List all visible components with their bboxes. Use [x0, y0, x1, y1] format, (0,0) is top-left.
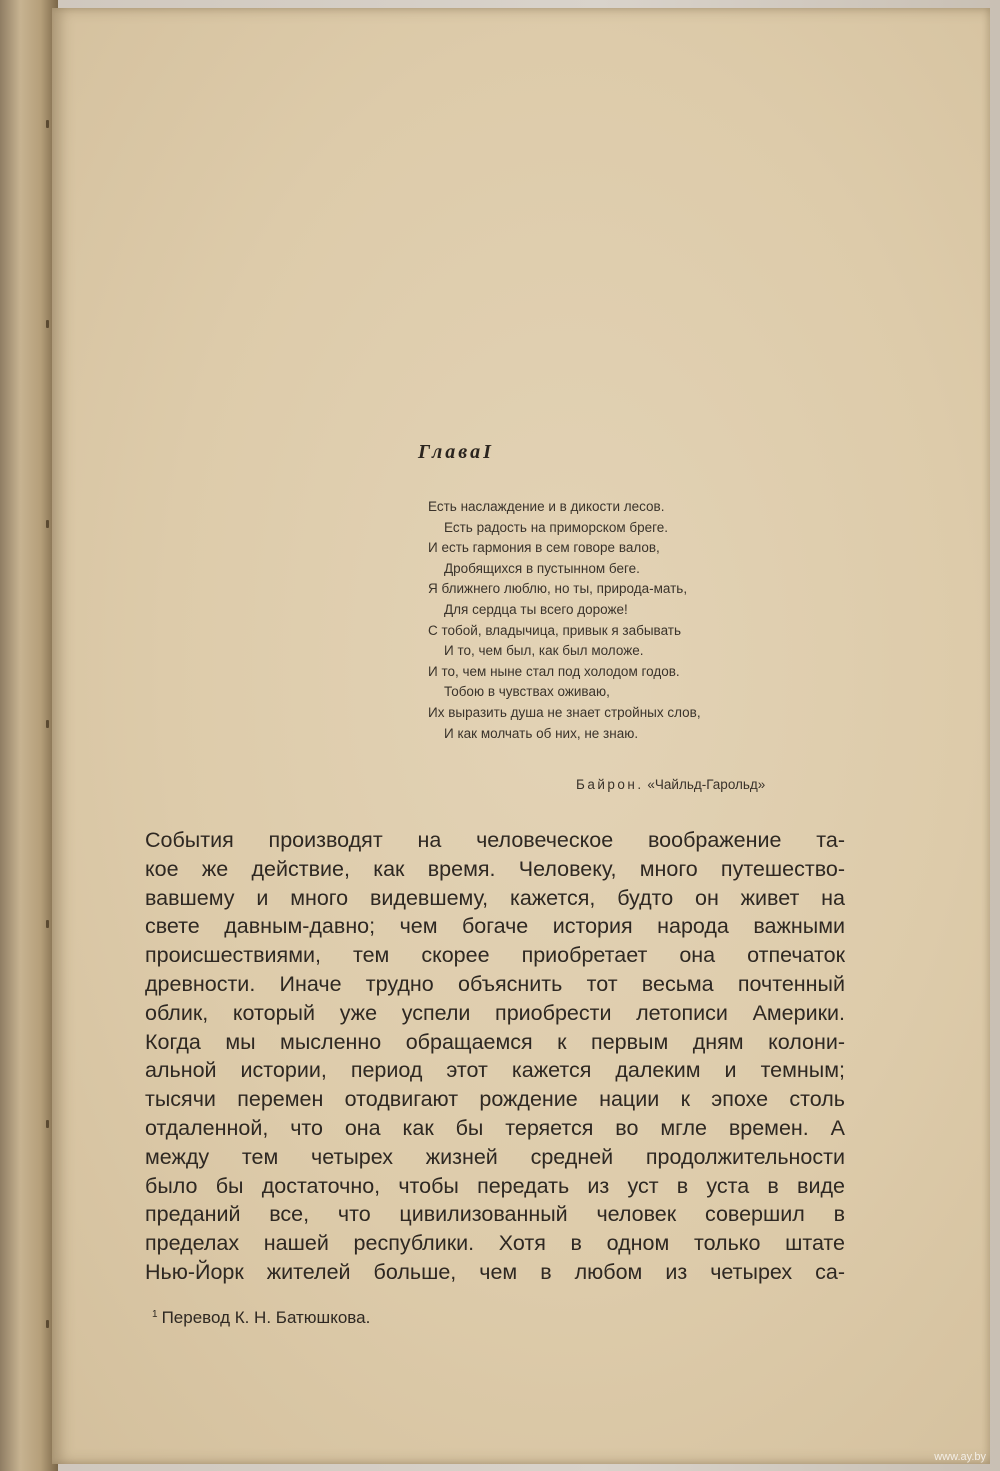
epigraph-line: И есть гармония в сем говоре валов,	[428, 540, 660, 556]
body-line: облик, который уже успели приобрести летописи Америки.	[145, 1000, 845, 1025]
binding-stitch	[46, 520, 49, 528]
book-spine	[0, 0, 58, 1471]
body-line: тысячи перемен отодвигают рождение нации к эпохе столь	[145, 1087, 845, 1112]
binding-stitch	[46, 920, 49, 928]
epigraph-verse	[428, 497, 868, 744]
epigraph-line: Для сердца ты всего дороже!	[444, 601, 628, 617]
watermark: www.ay.by	[934, 1451, 986, 1463]
epigraph-work: «Чайльд-Гарольд»	[647, 777, 766, 792]
body-text	[145, 826, 845, 1287]
body-line: альной истории, период этот кажется далеким и темным;	[145, 1058, 845, 1083]
binding-stitch	[46, 320, 49, 328]
body-line: отдаленной, что она как бы теряется во мгле времен. А	[145, 1115, 845, 1140]
binding-stitch	[46, 120, 49, 128]
epigraph-line: Тобою в чувствах оживаю,	[444, 684, 610, 700]
body-line: древности. Иначе трудно объяснить тот весьма почтенный	[145, 971, 845, 996]
body-line: События производят на человеческое воображение та-	[145, 828, 845, 852]
epigraph-attribution	[576, 777, 765, 792]
body-line: между тем четырех жизней средней продолжительности	[145, 1144, 845, 1169]
chapter-title: ГлаваI	[418, 441, 494, 463]
epigraph-line: Их выразить душа не знает стройных слов,	[428, 704, 701, 720]
body-line: Нью-Йорк жителей больше, чем в любом из четырех са-	[145, 1259, 845, 1284]
body-line: вавшему и много видевшему, кажется, будто он живет на	[145, 885, 845, 910]
body-line: преданий все, что цивилизованный человек совершил в	[145, 1202, 845, 1227]
binding-stitch	[46, 1320, 49, 1328]
footnote	[152, 1308, 370, 1328]
body-line: происшествиями, тем скорее приобретает она отпечаток	[145, 943, 845, 968]
body-line: пределах нашей республики. Хотя в одном только штате	[145, 1231, 845, 1256]
body-line: кое же действие, как время. Человеку, много путешество-	[145, 856, 845, 881]
epigraph-line: Есть наслаждение и в дикости лесов.	[428, 499, 665, 514]
body-line: свете давным-давно; чем богаче история народа важными	[145, 914, 845, 939]
binding-stitch	[46, 1120, 49, 1128]
epigraph-line: Есть радость на приморском бреге.	[444, 519, 669, 535]
epigraph-line: И то, чем ныне стал под холодом годов.	[428, 663, 680, 679]
epigraph-line: Я ближнего люблю, но ты, природа-мать,	[428, 581, 688, 597]
epigraph-line: И то, чем был, как был моложе.	[444, 643, 644, 659]
footnote-mark: 1	[152, 1309, 158, 1320]
epigraph-line: С тобой, владычица, привык я забывать	[428, 622, 681, 638]
epigraph-line: Дробящихся в пустынном беге.	[444, 560, 640, 576]
epigraph-author: Байрон.	[576, 777, 644, 792]
epigraph-line: И как молчать об них, не знаю.	[444, 725, 639, 741]
binding-stitch	[46, 720, 49, 728]
body-line: было бы достаточно, чтобы передать из уст в уста в виде	[145, 1173, 845, 1198]
body-line: Когда мы мысленно обращаемся к первым дням колони-	[145, 1029, 845, 1054]
footnote-text: Перевод К. Н. Батюшкова.	[161, 1308, 371, 1327]
